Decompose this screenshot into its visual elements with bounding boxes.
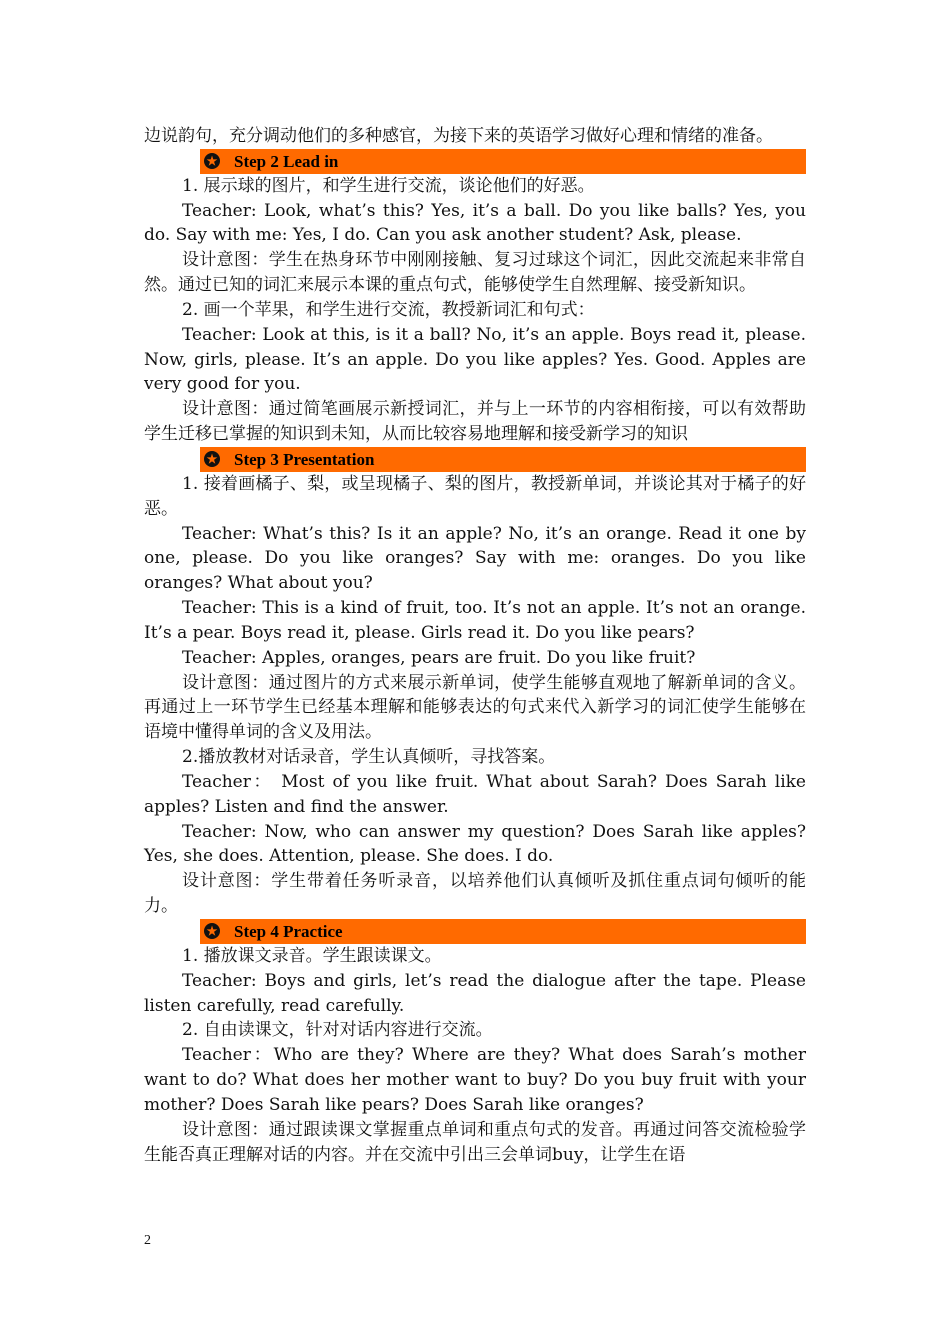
- step-heading-label: Step 4 Practice: [234, 921, 343, 941]
- paragraph: Teacher: Boys and girls, let’s read the dialogue after the tape. Please listen carefully, read carefully.: [144, 970, 806, 1016]
- star-circle-icon: ★: [204, 451, 220, 467]
- paragraph: Teacher: This is a kind of fruit, too. It’s not an apple. It’s not an orange. It’s a pear. Boys read it, please. Girls read it. Do you like pears?: [144, 598, 806, 643]
- step-heading: [200, 149, 806, 174]
- paragraph: 设计意图：通过图片的方式来展示新单词，使学生能够直观地了解新单词的含义。再通过上一环节学生已经基本理解和能够表达的句式来代入新学习的词汇使学生能够在语境中懂得单词的含义及用法。: [144, 672, 806, 743]
- step-heading-label: Step 3 Presentation: [234, 449, 375, 469]
- paragraph: 1. 展示球的图片，和学生进行交流，谈论他们的好恶。: [182, 175, 595, 196]
- paragraph: Teacher：Who are they? Where are they? What does Sarah’s mother want to do? What does her mother want to buy? Do you buy fruit with your mother? Does Sarah like pears? Does Sarah like oranges?: [144, 1045, 806, 1115]
- page-number: 2: [144, 1233, 151, 1248]
- paragraph: 1. 播放课文录音。学生跟读课文。: [182, 945, 442, 966]
- paragraph: 1. 接着画橘子、梨，或呈现橘子、梨的图片，教授新单词，并谈论其对于橘子的好恶。: [144, 473, 806, 519]
- step-heading: [200, 919, 806, 944]
- paragraph: Teacher: Look, what’s this? Yes, it’s a ball. Do you like balls? Yes, you do. Say with me: Yes, I do. Can you ask another student? Ask, please.: [144, 200, 806, 246]
- paragraph: 设计意图：学生带着任务听录音，以培养他们认真倾听及抓住重点词句倾听的能力。: [144, 871, 806, 917]
- paragraph: 设计意图：学生在热身环节中刚刚接触、复习过球这个词汇，因此交流起来非常自然。通过已知的词汇来展示本课的重点句式，能够使学生自然理解、接受新知识。: [144, 250, 806, 296]
- paragraph: 设计意图：通过跟读课文掌握重点单词和重点句式的发音。再通过问答交流检验学生能否真正理解对话的内容。并在交流中引出三会单词buy，让学生在语: [144, 1119, 806, 1165]
- paragraph: 2.播放教材对话录音，学生认真倾听，寻找答案。: [182, 747, 556, 768]
- paragraph: Teacher: Apples, oranges, pears are fruit. Do you like fruit?: [182, 647, 696, 668]
- paragraph: Teacher: Look at this, is it a ball? No, it’s an apple. Boys read it, please. Now, girls, please. It’s an apple. Do you like apples? Yes. Good. Apples are very good for you.: [144, 324, 806, 395]
- paragraph: Teacher： Most of you like fruit. What about Sarah? Does Sarah like apples? Listen and find the answer.: [144, 771, 806, 817]
- document-body: [144, 124, 806, 1167]
- paragraph: 边说韵句，充分调动他们的多种感官，为接下来的英语学习做好心理和情绪的准备。: [144, 126, 773, 146]
- step-heading-label: Step 2 Lead in: [234, 151, 339, 171]
- paragraph: Teacher: Now, who can answer my question? Does Sarah like apples? Yes, she does. Attention, please. She does. I do.: [144, 821, 806, 867]
- star-circle-icon: ★: [204, 153, 220, 169]
- paragraph: Teacher: What’s this? Is it an apple? No, it’s an orange. Read it one by one, please. Do you like oranges? Say with me: oranges. Do you like oranges? What about you?: [144, 523, 806, 594]
- paragraph: 2. 画一个苹果，和学生进行交流，教授新词汇和句式：: [182, 299, 595, 320]
- paragraph: 2. 自由读课文，针对对话内容进行交流。: [182, 1020, 493, 1041]
- star-circle-icon: ★: [204, 923, 220, 939]
- paragraph: 设计意图：通过简笔画展示新授词汇，并与上一环节的内容相衔接，可以有效帮助学生迁移已掌握的知识到未知，从而比较容易地理解和接受新学习的知识: [144, 399, 806, 445]
- step-heading: [200, 447, 806, 472]
